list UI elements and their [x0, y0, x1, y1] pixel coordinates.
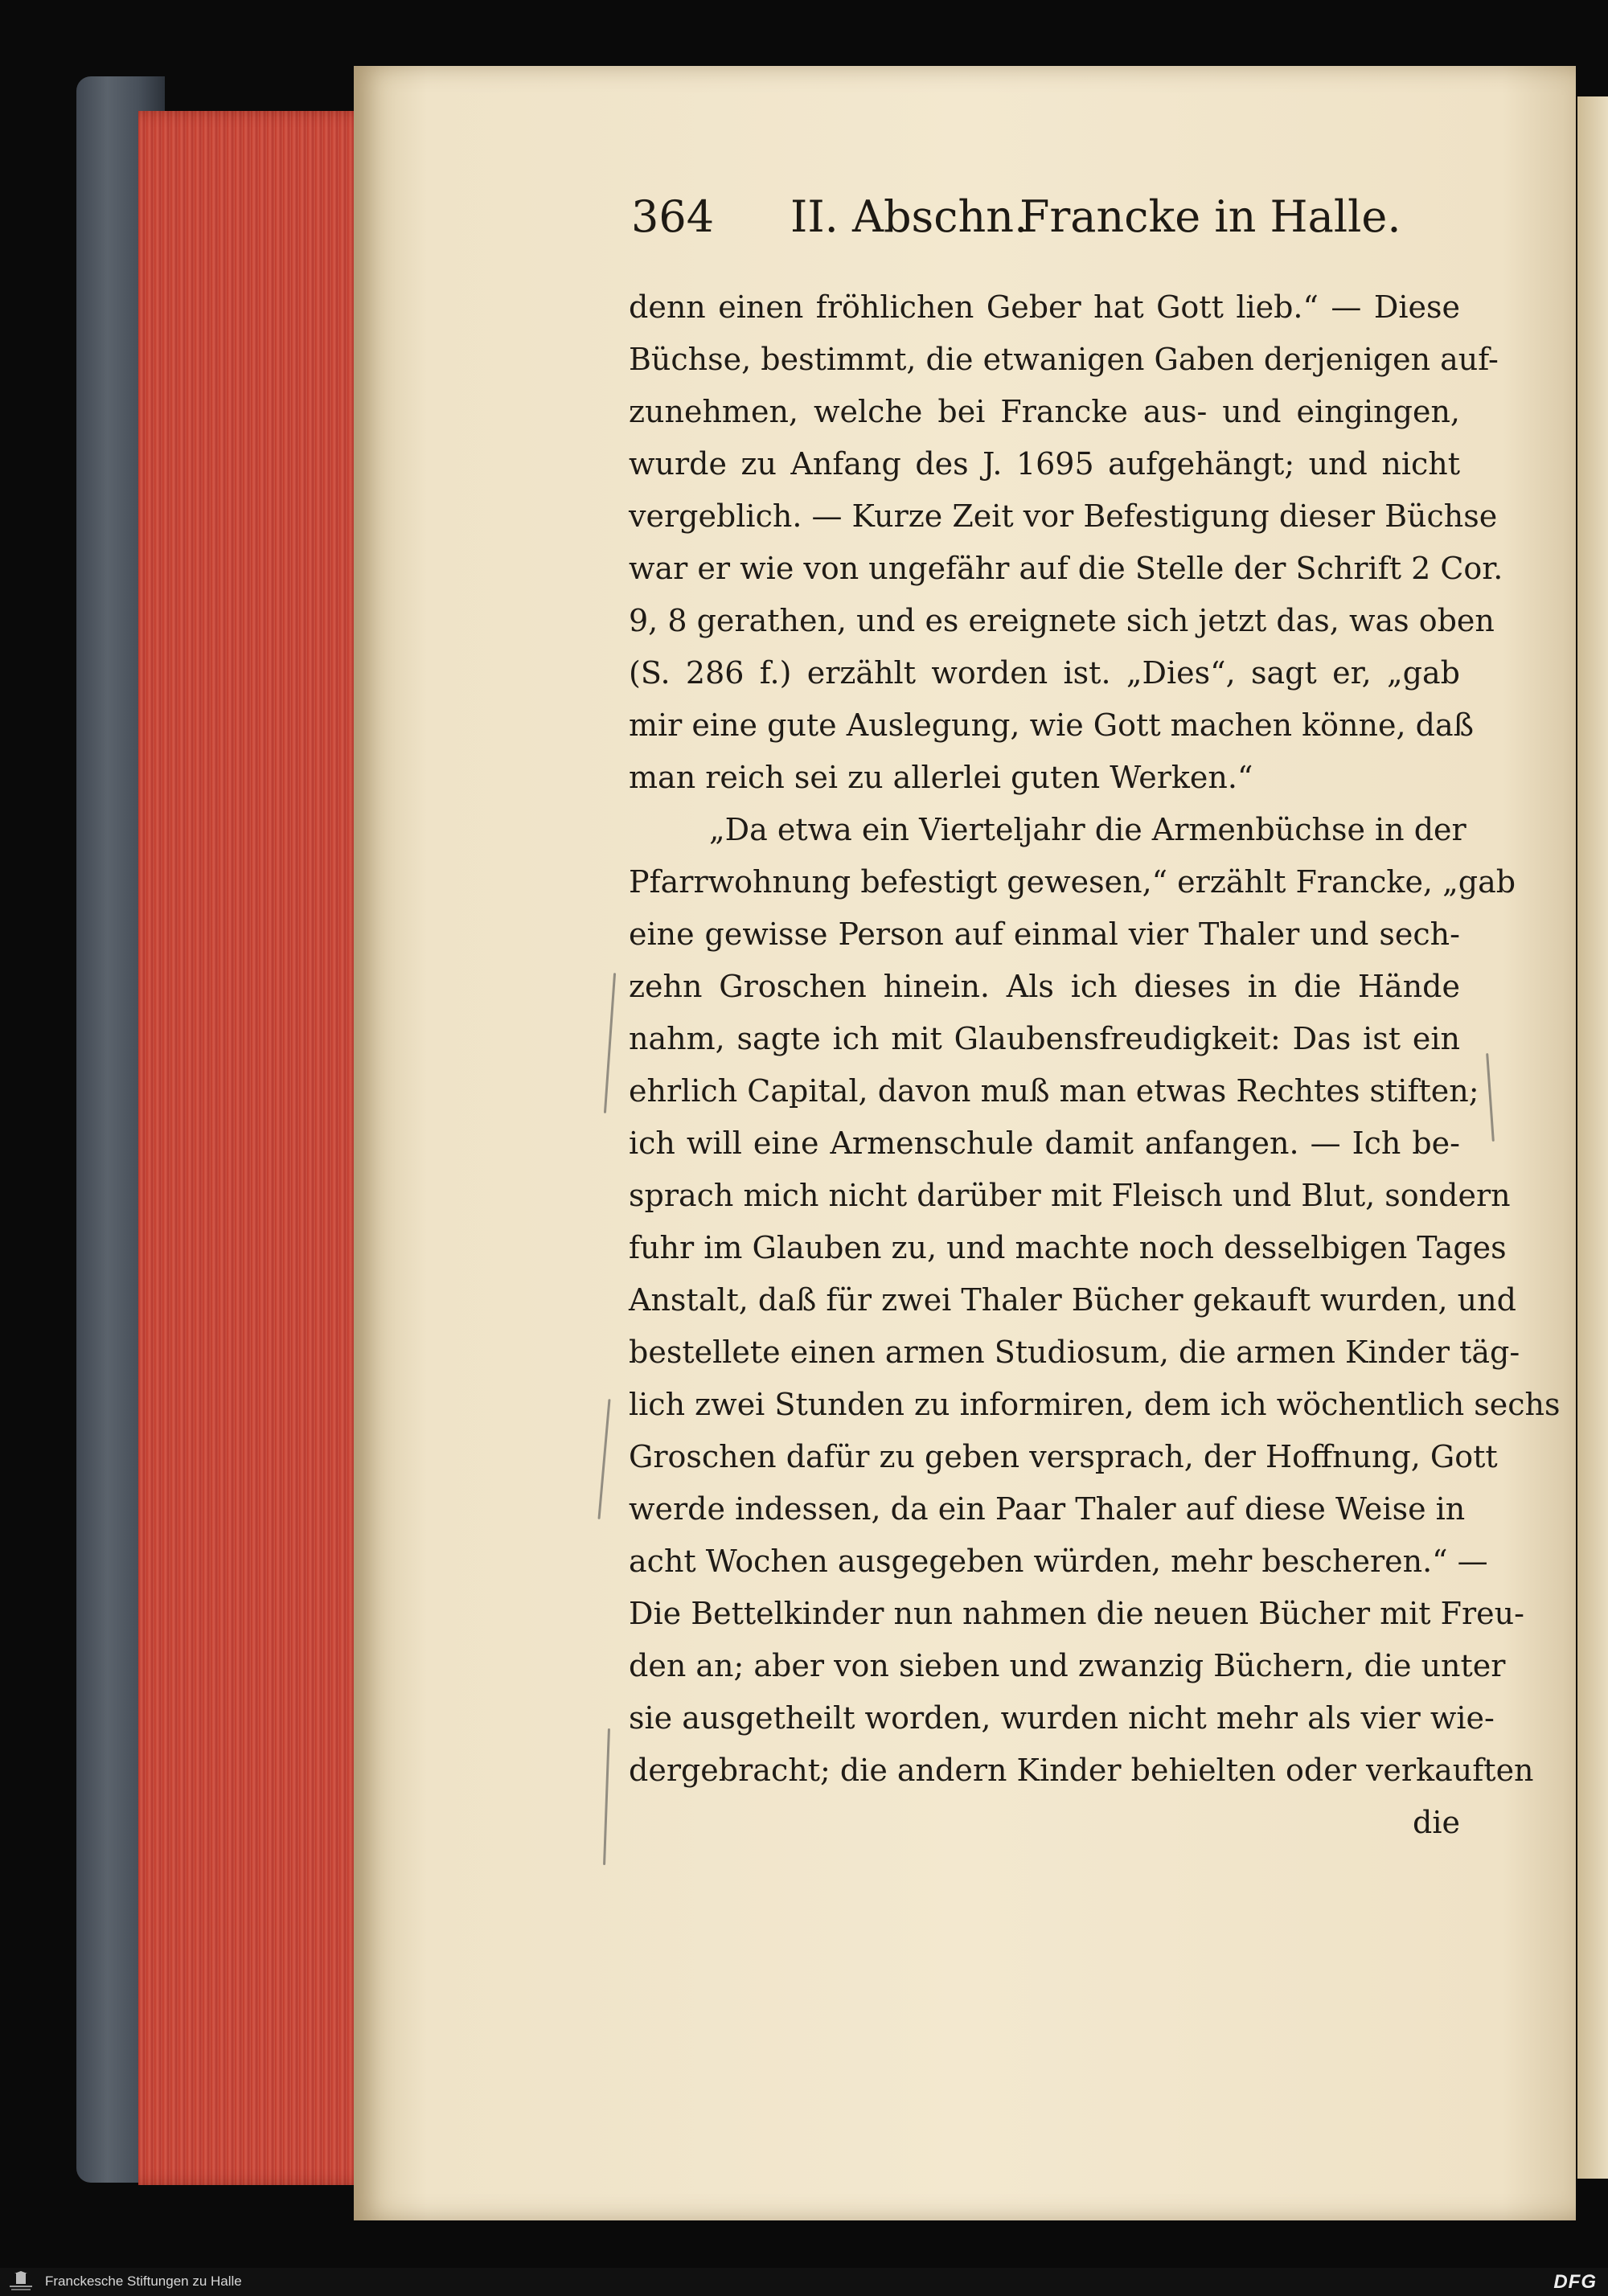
institution-name: Franckesche Stiftungen zu Halle: [45, 2273, 242, 2289]
text-line: Anstalt, daß für zwei Thaler Bücher gekauft wurden, und: [629, 1282, 1516, 1318]
text-line: Die Bettelkinder nun nahmen die neuen Bücher mit Freu-: [629, 1596, 1524, 1631]
body-text: [629, 281, 1561, 1849]
section-label: II. Abschn.: [790, 191, 1028, 242]
institution-logo-icon: [5, 2271, 37, 2293]
text-line: Pfarrwohnung befestigt gewesen,“ erzählt Francke, „gab: [629, 864, 1516, 900]
text-line: Groschen dafür zu geben versprach, der Hoffnung, Gott: [629, 1439, 1498, 1474]
text-line: werde indessen, da ein Paar Thaler auf diese Weise in: [629, 1491, 1466, 1527]
text-line: (S. 286 f.) erzählt worden ist. „Dies“, sagt er, „gab: [629, 655, 1460, 691]
text-line: 9, 8 gerathen, und es ereignete sich jetzt das, was oben: [629, 603, 1495, 638]
viewer-footer-bar: [0, 2268, 1608, 2296]
text-line: denn einen fröhlichen Geber hat Gott lieb.“ — Diese: [629, 289, 1460, 325]
facing-page-edge: [1577, 96, 1608, 2179]
text-line: fuhr im Glauben zu, und machte noch desselbigen Tages: [629, 1230, 1507, 1265]
text-line: sie ausgetheilt worden, wurden nicht mehr als vier wie-: [629, 1700, 1495, 1736]
page-number: 364: [631, 191, 715, 242]
text-line: ehrlich Capital, davon muß man etwas Rechtes stiften;: [629, 1073, 1479, 1109]
dfg-logo: DFG: [1553, 2271, 1597, 2293]
running-header: [631, 191, 1475, 256]
text-line: war er wie von ungefähr auf die Stelle der Schrift 2 Cor.: [629, 551, 1503, 586]
text-line: mir eine gute Auslegung, wie Gott machen könne, daß: [629, 707, 1475, 743]
text-line: wurde zu Anfang des J. 1695 aufgehängt; und nicht: [629, 446, 1460, 482]
text-line: sprach mich nicht darüber mit Fleisch und Blut, sondern: [629, 1178, 1511, 1213]
text-line: ich will eine Armenschule damit anfangen. — Ich be-: [629, 1125, 1460, 1161]
text-line: vergeblich. — Kurze Zeit vor Befestigung dieser Büchse: [629, 498, 1498, 534]
text-line: eine gewisse Person auf einmal vier Thaler und sech-: [629, 916, 1460, 952]
text-line: lich zwei Stunden zu informiren, dem ich wöchentlich sechs: [629, 1387, 1561, 1422]
text-line: Büchse, bestimmt, die etwanigen Gaben derjenigen auf-: [629, 342, 1499, 377]
text-line: man reich sei zu allerlei guten Werken.“: [629, 760, 1253, 795]
text-line: zehn Groschen hinein. Als ich dieses in die Hände: [629, 969, 1460, 1004]
text-line: „Da etwa ein Vierteljahr die Armenbüchse in der: [709, 812, 1466, 847]
running-title: Francke in Halle.: [1019, 191, 1401, 242]
text-line: zunehmen, welche bei Francke aus- und eingingen,: [629, 394, 1460, 429]
text-line: bestellete einen armen Studiosum, die armen Kinder täg-: [629, 1335, 1520, 1370]
text-line: acht Wochen ausgegeben würden, mehr bescheren.“ —: [629, 1544, 1488, 1579]
text-line: nahm, sagte ich mit Glaubensfreudigkeit: Das ist ein: [629, 1021, 1460, 1056]
text-line: den an; aber von sieben und zwanzig Büchern, die unter: [629, 1648, 1506, 1683]
text-line: dergebracht; die andern Kinder behielten oder verkauften: [629, 1753, 1534, 1788]
catchword: die: [1413, 1805, 1460, 1840]
